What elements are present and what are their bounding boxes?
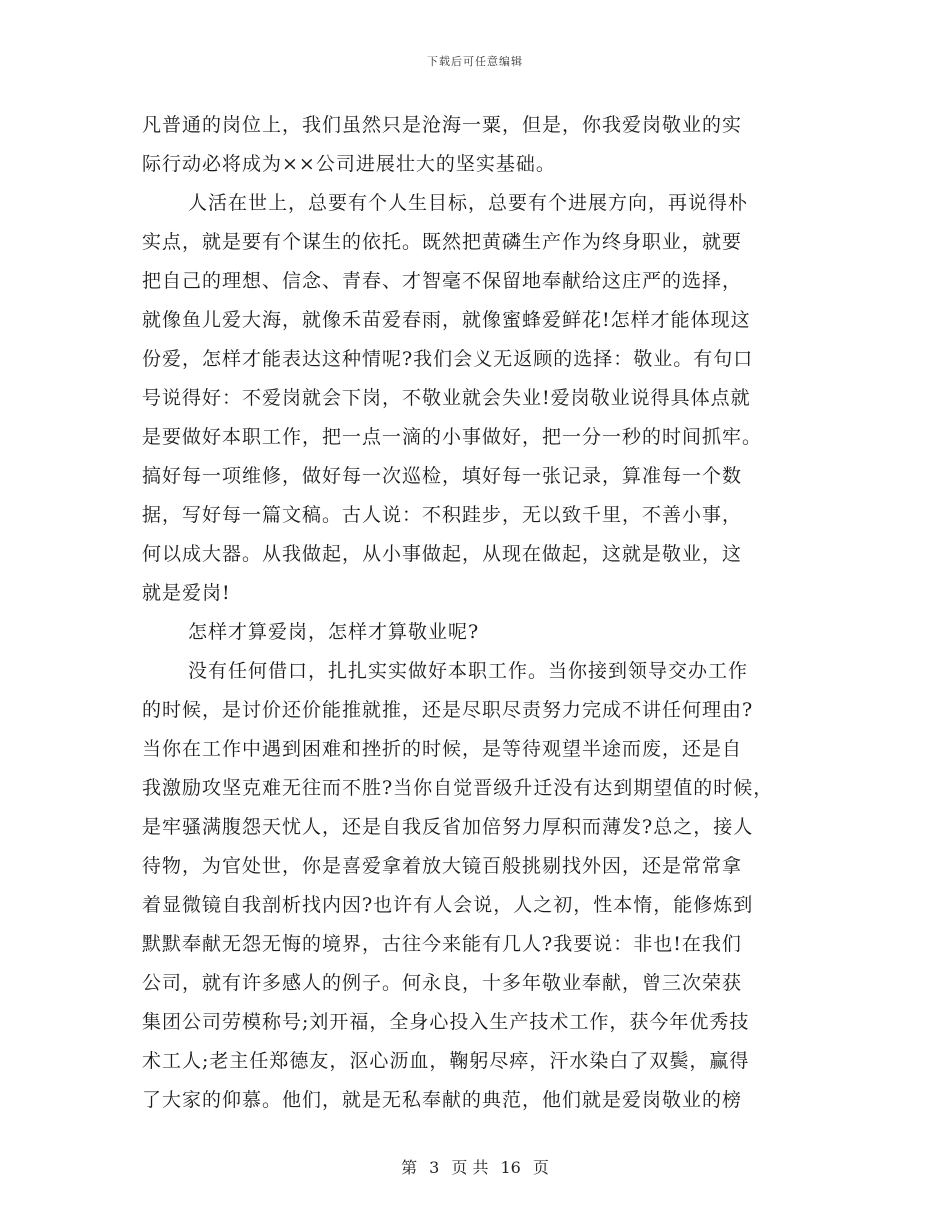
body-line: 就是爱岗! [142, 582, 231, 604]
body-line: 实点，就是要有个谋生的依托。既然把黄磷生产作为终身职业，就要 [142, 231, 743, 253]
body-line: 了大家的仰慕。他们，就是无私奉献的典范，他们就是爱岗敬业的榜 [142, 1089, 743, 1111]
body-line: 号说得好：不爱岗就会下岗，不敬业就会失业!爱岗敬业说得具体点就 [142, 387, 751, 409]
page-number: 3 [429, 1158, 440, 1177]
body-line: 就像鱼儿爱大海，就像禾苗爱春雨，就像蜜蜂爱鲜花!怎样才能体现这 [142, 309, 751, 331]
body-line: 把自己的理想、信念、青春、才智毫不保留地奉献给这庄严的选择， [142, 270, 743, 292]
body-line: 的时候，是讨价还价能推就推，还是尽职尽责努力完成不讲任何理由? [142, 699, 754, 721]
body-line: 集团公司劳模称号;刘开福，全身心投入生产技术工作，获今年优秀技 [142, 1011, 750, 1033]
footer-mid: 页 共 [451, 1158, 489, 1177]
body-line: 公司，就有许多感人的例子。何永良，十多年敬业奉献，曾三次荣获 [142, 972, 743, 994]
body-line: 据，写好每一篇文稿。古人说：不积跬步，无以致千里，不善小事， [142, 504, 743, 526]
body-line: 默默奉献无怨无悔的境界，古往今来能有几人?我要说：非也!在我们 [142, 933, 742, 955]
body-line: 待物，为官处世，你是喜爱拿着放大镜百般挑剔找外因，还是常常拿 [142, 855, 743, 877]
body-line: 术工人;老主任郑德友，沤心沥血，鞠躬尽瘁，汗水染白了双鬓，赢得 [142, 1050, 750, 1072]
paragraph-start: 没有任何借口，扎扎实实做好本职工作。当你接到领导交办工作 [188, 660, 749, 682]
body-line: 份爱，怎样才能表达这种情呢?我们会义无返顾的选择：敬业。有句口 [142, 348, 754, 370]
body-line: 搞好每一项维修，做好每一次巡检，填好每一张记录，算准每一个数 [142, 465, 743, 487]
body-line: 何以成大器。从我做起，从小事做起，从现在做起，这就是敬业，这 [142, 543, 743, 565]
paragraph-start: 怎样才算爱岗，怎样才算敬业呢? [188, 621, 480, 643]
paragraph-start: 人活在世上，总要有个人生目标，总要有个进展方向，再说得朴 [188, 192, 749, 214]
body-line: 是牢骚满腹怨天忧人，还是自我反省加倍努力厚积而薄发?总之，接人 [142, 816, 754, 838]
document-body [142, 106, 822, 1120]
body-line: 际行动必将成为××公司进展壮大的坚实基础。 [142, 153, 556, 175]
page-footer [0, 1155, 950, 1178]
body-line: 是要做好本职工作，把一点一滴的小事做好，把一分一秒的时间抓牢。 [142, 426, 763, 448]
body-line: 凡普通的岗位上，我们虽然只是沧海一粟，但是，你我爱岗敬业的实 [142, 114, 743, 136]
total-pages: 16 [500, 1158, 521, 1177]
page-header: 下载后可任意编辑 [427, 55, 523, 68]
body-line: 我激励攻坚克难无往而不胜?当你自觉晋级升迁没有达到期望值的时候， [142, 777, 774, 799]
body-line: 当你在工作中遇到困难和挫折的时候，是等待观望半途而废，还是自 [142, 738, 743, 760]
body-line: 着显微镜自我剖析找内因?也许有人会说，人之初，性本惰，能修炼到 [142, 894, 754, 916]
footer-suffix: 页 [532, 1158, 549, 1177]
footer-prefix: 第 [401, 1158, 418, 1177]
